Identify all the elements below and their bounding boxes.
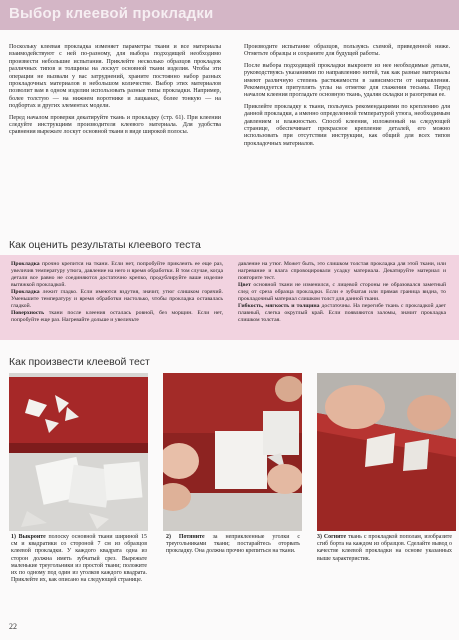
intro-paragraph: Приклейте прокладку к ткани, пользуясь рекомендациями по креплению для данной прокладки, а именно определенной температурой утюга, необходимым давлением и влажностью. Способ клеения, изложенный на следующей странице, обеспечивает прекрасное крепление деталей, его можно использовать при отсутствии инструкции, как общий для всех типов прокладочных материалов.: [244, 103, 450, 147]
intro-paragraph: После выбора подходящей прокладки выкроите из нее необходимые детали, руководствуясь указаниями по направлению нитей, так как разные материалы имеют различную степень растяжимости в зависимости от направления. Рекомендуется притуплять углы на отметке для глажения тесьмы. Перед началом клеения прогладьте основную ткань, удаляя складки и разогревая ее.: [244, 62, 450, 99]
evaluation-column-right: [238, 261, 446, 324]
evaluation-column-left: [11, 261, 223, 324]
intro-column-left: [9, 44, 221, 141]
photo-cut-samples: [9, 373, 148, 531]
criterion-text: основной ткани не изменился, с лицевой стороны не образовался заметный след от среза образца прокладки. Если е зубчатая или прямая граница видна, то прокладочный материал слишком толст для данной ткани.: [238, 282, 446, 302]
intro-paragraph: Поскольку клеевая прокладка изменяет параметры ткани и все материалы взаимодействуют с ней по-разному, для выбора подходящей необходимо произвести небольшие испытания. Приклейте несколько образцов прокладок различных типов и толщины на лоскут основной ткани изделия. Чтобы эти операции не вызвали у вас затруднений, храните постоянно набор разных прокладочных материалов в небольшом количестве. Выбор этих материалов позволит вам в одном изделии использовать разные типы прокладки. Например, более толстую — на нижнем воротнике и лацканах, более тонкую — на подбортах и других элементах модели.: [9, 44, 221, 110]
criterion-term: Гибкость, мягкость и толщина: [238, 303, 320, 309]
step-text: [11, 534, 147, 584]
section-heading-evaluate: Как оценить результаты клеевого теста: [9, 239, 201, 251]
page-title: Выбор клеевой прокладки: [9, 5, 214, 22]
step-term: 2) Потяните: [166, 534, 205, 540]
criterion-item: [11, 289, 223, 310]
criterion-text: лежит гладко. Если имеются вздутия, значит, утюг слишком горячий. Уменьшите температуру и время обработки настолько, чтобы прокладка оставалась гладкой.: [11, 289, 223, 309]
criterion-item: [11, 261, 223, 289]
intro-paragraph: Перед началом проверки декатируйте ткань и прокладку (стр. 61). При клеении следуйте инструкциям производителя клеевого материала. Для удобства сравнения вырежьте лоскут основной ткани в виде широкой полосы.: [9, 114, 221, 136]
criterion-text: прочно крепится на ткани. Если нет, попробуйте приклеить ее еще раз, увеличив температуру утюга, давление на него и время обработки. В том случае, когда детали все равно не соединяются достаточно крепко, продублируйте ваше изделие вытяжкой прокладкой.: [11, 261, 223, 288]
step-caption-2: [166, 534, 300, 556]
step-term: 3) Согните: [317, 534, 347, 540]
criterion-item: [238, 282, 446, 303]
page-header: [0, 0, 459, 30]
criterion-text: давление на утюг. Может быть, это слишком толстая прокладка для этой ткани, или нагревание и влага спровоцировали усадку материала. Декатируйте материал и повторите тест.: [238, 261, 446, 281]
page-number: 22: [9, 622, 17, 631]
criterion-text: ткани после клеения осталась ровной, без морщин. Если нет, попробуйте еще раз. Нагревайте дольше и увеличьте: [11, 310, 223, 323]
criterion-item: [238, 303, 446, 324]
criterion-item: [11, 310, 223, 324]
criterion-term: Поверхность: [11, 310, 45, 316]
step-body: ткань с прокладкой пополам, изобразите сгиб борта на каждом из образцов. Сделайте вывод о качестве клеевой прокладки на основе указанных выше характеристик.: [317, 534, 452, 562]
step-text: [317, 534, 452, 563]
step-body: полоску основной ткани шириной 15 см и квадратики со стороной 7 см из образцов клеевой прокладки. У каждого квадрата одна из сторон должна иметь зубчатый срез. Вырежьте маленькие треугольники из простой ткани; положите их по одному под один из уголков каждого квадрата. Приклейте их, как описано на следующей странице.: [11, 534, 147, 584]
section-heading-test: Как произвести клеевой тест: [9, 356, 150, 368]
evaluation-box: [0, 255, 459, 340]
criterion-term: Цвет: [238, 282, 251, 288]
intro-column-right: [244, 44, 450, 152]
photo-pull-corners: [163, 373, 302, 531]
criterion-term: Прокладка: [11, 289, 40, 295]
step-body: за неприклеенные уголки с треугольниками ткани; постарайтесь оторвать прокладку. Она должна прочно крепиться на ткани.: [166, 534, 300, 555]
step-caption-1: [11, 534, 147, 584]
criterion-text: достаточны. На перегибе ткань с прокладкой дает плавный, слегка округлый край. Если появляются заломы, значит прокладка слишком толстая.: [238, 303, 446, 323]
criterion-item: [238, 261, 446, 282]
step-text: [166, 534, 300, 556]
criterion-term: Прокладка: [11, 261, 40, 267]
step-caption-3: [317, 534, 452, 563]
photo-fold-fabric: [317, 373, 456, 531]
step-term: 1) Выкроите: [11, 534, 46, 540]
intro-paragraph: Производите испытание образцов, пользуясь схемой, приведенной ниже. Отметьте образцы и сохраните для будущей работы.: [244, 44, 450, 58]
